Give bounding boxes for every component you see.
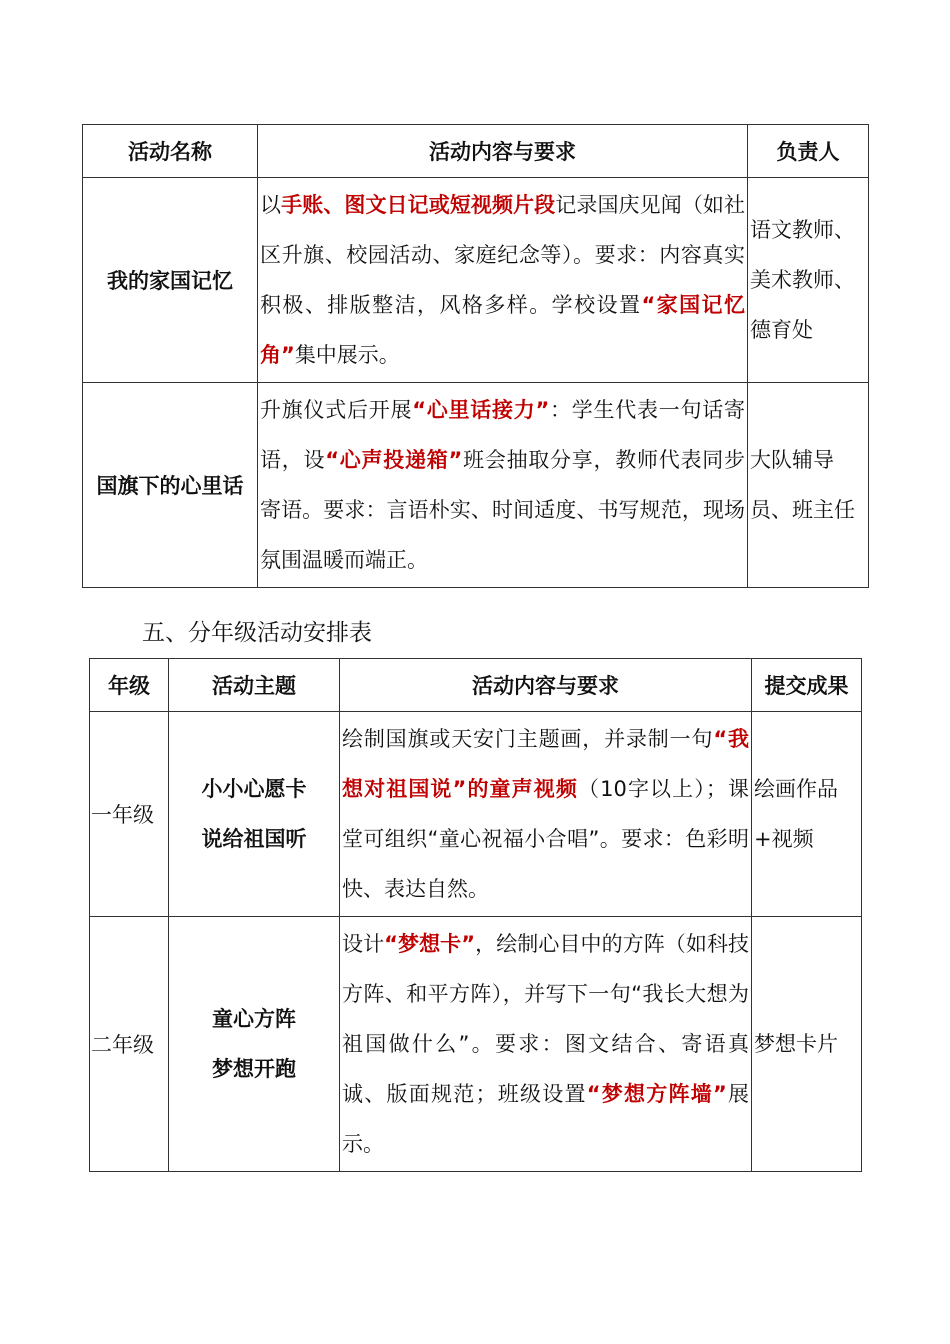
- header-result: 提交成果: [752, 659, 862, 712]
- content-highlight: “梦想卡”: [384, 932, 476, 956]
- theme-cell: [169, 712, 340, 917]
- activity-table: [82, 124, 869, 588]
- owner-cell: 语文教师、美术教师、德育处: [748, 178, 869, 383]
- table-header-row: [83, 125, 869, 178]
- content-highlight: “心里话接力”: [412, 398, 550, 422]
- content-text: 绘制国旗或天安门主题画，并录制一句: [342, 727, 714, 751]
- table-row: [83, 383, 869, 588]
- content-text: 展示。: [342, 1082, 750, 1156]
- grade-cell: 二年级: [90, 917, 169, 1172]
- content-text: 设计: [342, 932, 385, 956]
- content-text: 集中展示。: [294, 343, 400, 367]
- content-highlight: 手账、图文日记或短视频片段: [281, 193, 556, 217]
- content-text: 升旗仪式后开展: [260, 398, 413, 422]
- theme-line: 说给祖国听: [201, 827, 307, 851]
- content-cell: [340, 712, 752, 917]
- activity-name-cell: 国旗下的心里话: [83, 383, 258, 588]
- content-text: （10字以上）；课堂可组织“童心祝福小合唱”。要求：色彩明快、表达自然。: [342, 777, 749, 901]
- content-cell: [340, 917, 752, 1172]
- content-highlight: “家国记忆角”: [260, 293, 745, 367]
- result-cell: 梦想卡片: [752, 917, 862, 1172]
- header-grade: 年级: [90, 659, 169, 712]
- table-row: [90, 917, 862, 1172]
- theme-line: 梦想开跑: [212, 1057, 296, 1081]
- header-theme: 活动主题: [169, 659, 340, 712]
- theme-line: 童心方阵: [212, 1007, 296, 1031]
- content-text: 记录国庆见闻（如社区升旗、校园活动、家庭纪念等）。要求：内容真实积极、排版整洁，风格多样。学校设置: [260, 193, 746, 317]
- grade-activity-table: [89, 658, 862, 1172]
- theme-cell: [169, 917, 340, 1172]
- content-highlight: “心声投递箱”: [325, 448, 463, 472]
- table-row: [90, 712, 862, 917]
- header-activity-name: 活动名称: [83, 125, 258, 178]
- activity-content-cell: [258, 178, 748, 383]
- activity-content-cell: [258, 383, 748, 588]
- content-highlight: “我想对祖国说”的童声视频: [342, 727, 749, 801]
- header-activity-content: 活动内容与要求: [258, 125, 748, 178]
- table-row: [83, 178, 869, 383]
- activity-name-cell: 我的家国记忆: [83, 178, 258, 383]
- grade-cell: 一年级: [90, 712, 169, 917]
- result-cell: 绘画作品+视频: [752, 712, 862, 917]
- owner-cell: 大队辅导员、班主任: [748, 383, 869, 588]
- section-title: 五、分年级活动安排表: [142, 620, 372, 646]
- header-owner: 负责人: [748, 125, 869, 178]
- content-text: ：学生代表一句话寄语，设: [260, 398, 746, 472]
- content-text: ，绘制心目中的方阵（如科技方阵、和平方阵），并写下一句“我长大想为祖国做什么”。要求：图文结合、寄语真诚、版面规范；班级设置: [342, 932, 750, 1106]
- theme-line: 小小心愿卡: [201, 777, 307, 801]
- header-content: 活动内容与要求: [340, 659, 752, 712]
- table-header-row: [90, 659, 862, 712]
- content-text: 班会抽取分享，教师代表同步寄语。要求：言语朴实、时间适度、书写规范，现场氛围温暖而端正。: [260, 448, 746, 572]
- content-highlight: “梦想方阵墙”: [586, 1082, 727, 1106]
- content-text: 以: [260, 193, 282, 217]
